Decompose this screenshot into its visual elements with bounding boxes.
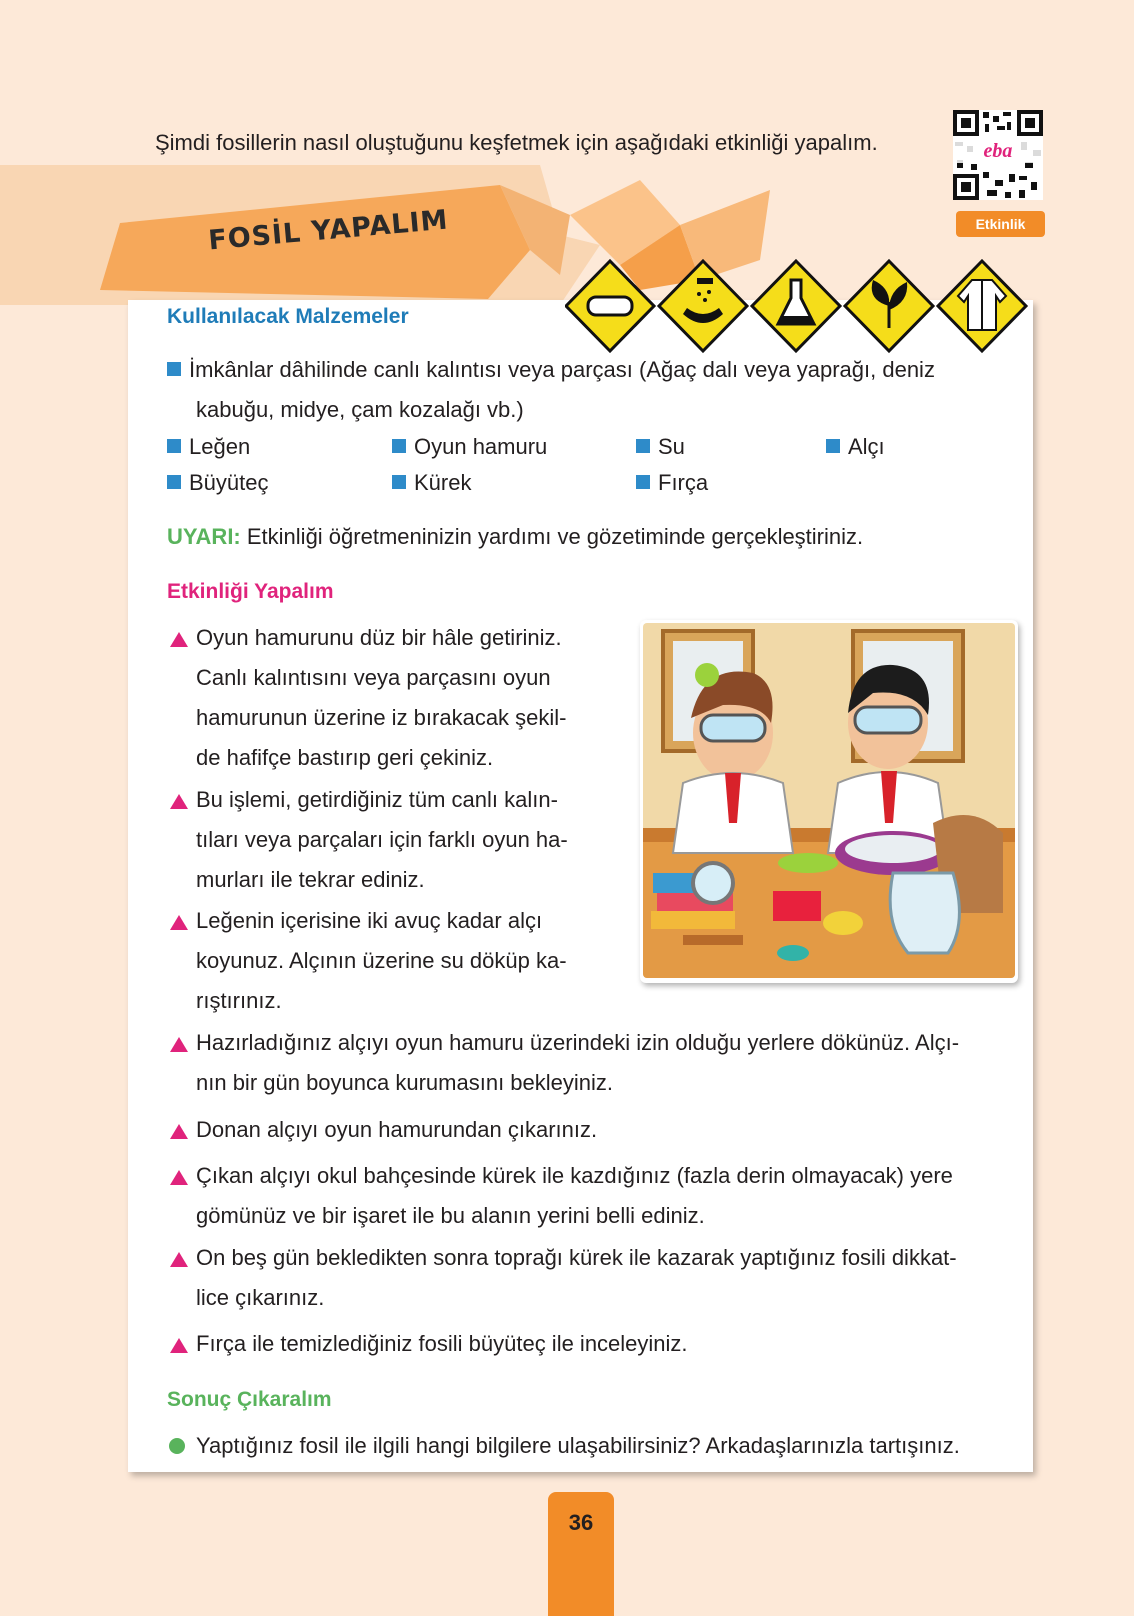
lab-coat-icon (938, 261, 1026, 351)
step-1-line-3: hamurunun üzerine iz bırakacak şekil- (196, 705, 567, 730)
step-3-line-2: koyunuz. Alçının üzerine su döküp ka- (196, 948, 567, 973)
material-buyutec: Büyüteç (167, 470, 269, 496)
step-6-line-2: gömünüz ve bir işaret ile bu alanın yerini belli ediniz. (196, 1203, 705, 1228)
step-marker (170, 1252, 188, 1267)
goggles-icon (566, 261, 654, 351)
warning (167, 524, 863, 550)
step-3-line-3: rıştırınız. (196, 988, 282, 1013)
children-making-fossil-image (643, 623, 1015, 978)
step-3-line-1: Leğenin içerisine iki avuç kadar alçı (196, 908, 543, 933)
material-alci: Alçı (826, 434, 885, 460)
step-4-line-2: nın bir gün boyunca kurumasını bekleyiniz. (196, 1070, 614, 1095)
bullet-square (167, 362, 181, 376)
intro-text: Şimdi fosillerin nasıl oluştuğunu keşfetmek için aşağıdaki etkinliği yapalım. (155, 130, 878, 155)
material-su: Su (636, 434, 685, 460)
step-8-line-1: Fırça ile temizlediğiniz fosili büyüteç ile inceleyiniz. (196, 1331, 688, 1356)
step-7-line-1: On beş gün bekledikten sonra toprağı kürek ile kazarak yaptığınız fosili dikkat- (196, 1245, 957, 1270)
step-marker (170, 1124, 188, 1139)
step-4-line-1: Hazırladığınız alçıyı oyun hamuru üzerindeki izin olduğu yerlere dökünüz. Alçı- (196, 1030, 960, 1055)
step-marker (170, 1037, 188, 1052)
materials-item-1: İmkânlar dâhilinde canlı kalıntısı veya parçası (Ağaç dalı veya yaprağı, deniz (167, 350, 935, 390)
warning-text: Etkinliği öğretmeninizin yardımı ve gözetiminde gerçekleştiriniz. (240, 524, 864, 549)
step-5-line-1: Donan alçıyı oyun hamurundan çıkarınız. (196, 1117, 598, 1142)
material-legen: Leğen (167, 434, 250, 460)
step-marker (170, 1170, 188, 1185)
safety-icons (565, 258, 1045, 358)
activity-title: FOSİL YAPALIM (207, 204, 450, 257)
material-firca: Fırça (636, 470, 708, 496)
eba-logo: eba (953, 140, 1043, 163)
flask-icon (752, 261, 840, 351)
activity-heading: Etkinliği Yapalım (167, 580, 334, 603)
conclusion-bullet (169, 1438, 185, 1454)
step-6-line-1: Çıkan alçıyı okul bahçesinde kürek ile kazdığınız (fazla derin olmayacak) yere (196, 1163, 953, 1188)
etkinlik-badge[interactable]: Etkinlik (956, 211, 1045, 237)
step-2-line-1: Bu işlemi, getirdiğiniz tüm canlı kalın- (196, 787, 558, 812)
lab-illustration (640, 620, 1018, 983)
page-number: 36 (548, 1492, 614, 1616)
plant-icon (845, 261, 933, 351)
step-marker (170, 1338, 188, 1353)
warning-label: UYARI: (167, 524, 241, 549)
conclusion-heading: Sonuç Çıkaralım (167, 1388, 332, 1411)
step-1-line-2: Canlı kalıntısını veya parçasını oyun (196, 665, 551, 690)
conclusion-text: Yaptığınız fosil ile ilgili hangi bilgilere ulaşabilirsiniz? Arkadaşlarınızla tartışınız. (196, 1433, 960, 1458)
material-kurek: Kürek (392, 470, 471, 496)
step-7-line-2: lice çıkarınız. (196, 1285, 325, 1310)
step-1-line-1: Oyun hamurunu düz bir hâle getiriniz. (196, 625, 562, 650)
material-oyun-hamuru: Oyun hamuru (392, 434, 547, 460)
step-marker (170, 794, 188, 809)
step-2-line-3: murları ile tekrar ediniz. (196, 867, 425, 892)
materials-item-1-cont: kabuğu, midye, çam kozalağı vb.) (196, 397, 524, 422)
hand-wash-icon (659, 261, 747, 351)
step-marker (170, 632, 188, 647)
step-1-line-4: de hafifçe bastırıp geri çekiniz. (196, 745, 494, 770)
step-marker (170, 915, 188, 930)
step-2-line-2: tıları veya parçaları için farklı oyun ha- (196, 827, 568, 852)
materials-heading: Kullanılacak Malzemeler (167, 305, 409, 328)
